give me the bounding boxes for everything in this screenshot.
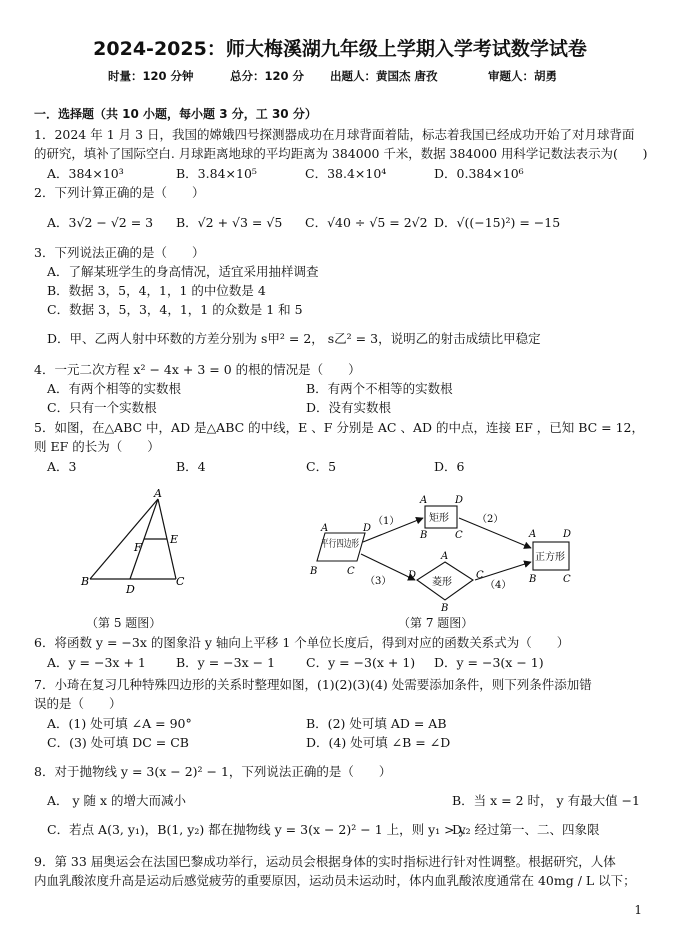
- fig7-rhombus-b: B: [441, 603, 449, 614]
- q5-stem-line2: 则 EF 的长为（ ）: [34, 439, 160, 454]
- fig7-rhombus-d: D: [408, 570, 417, 581]
- fig7-rect-a: A: [420, 495, 428, 506]
- figure-5-triangle: [80, 487, 200, 597]
- fig7-para-d: D: [363, 523, 372, 534]
- q2-option-b: B．√2 + √3 = √5: [176, 215, 283, 230]
- fig7-arrow-label-3: （3）: [365, 576, 392, 587]
- q4-stem: 4．一元二次方程 x² − 4x + 3 = 0 的根的情况是（ ）: [34, 362, 361, 377]
- q3-option-d: D．甲、乙两人射中环数的方差分别为 s甲² = 2， s乙² = 3，说明乙的射击成绩比甲稳定: [47, 331, 541, 346]
- q3-option-b: B．数据 3，5，4，1，1 的中位数是 4: [47, 283, 266, 298]
- q4-option-d: D．没有实数根: [306, 400, 392, 415]
- q3-option-c: C．数据 3，5，3，4，1，1 的众数是 1 和 5: [47, 302, 303, 317]
- fig5-label-a: A: [154, 487, 162, 500]
- q8-option-b: B．当 x = 2 时， y 有最大值 −1: [452, 793, 640, 808]
- q1-option-a: A．384×10³: [47, 166, 124, 181]
- q2-option-d: D．√((−15)²) = −15: [434, 215, 561, 230]
- section-heading: 一．选择题（共 10 小题，每小题 3 分，工 30 分）: [34, 107, 317, 121]
- q7-stem-line2: 误的是（ ）: [34, 696, 122, 711]
- q5-option-a: A．3: [47, 459, 77, 474]
- q4-option-a: A．有两个相等的实数根: [47, 381, 182, 396]
- page-number: 1: [634, 903, 642, 917]
- q5-option-b: B．4: [176, 459, 206, 474]
- fig7-para-a: A: [321, 523, 329, 534]
- figure-7-diagram: [305, 490, 585, 615]
- fig7-rect-c: C: [455, 530, 463, 541]
- fig7-square-d: D: [563, 529, 572, 540]
- fig7-node-square: 正方形: [535, 552, 565, 563]
- q1-stem-line1: 1．2024 年 1 月 3 日，我国的嫦娥四号探测器成功在月球背面着陆，标志着我国已经成功开始了对月球背面: [34, 127, 635, 142]
- q9-stem-line1: 9．第 33 届奥运会在法国巴黎成功举行，运动员会根据身体的实时指标进行针对性调整。根据研究，人体: [34, 854, 616, 869]
- q8-option-c: C．若点 A(3, y₁)，B(1, y₂) 都在抛物线 y = 3(x − 2)² − 1 上，则 y₁ > y₂: [47, 822, 471, 837]
- fig5-label-b: B: [81, 575, 90, 588]
- q5-stem-line1: 5．如图，在△ABC 中，AD 是△ABC 的中线，E 、F 分别是 AC 、AD 的中点，连接 EF ，已知 BC = 12，: [34, 420, 644, 435]
- q9-stem-line2: 内血乳酸浓度升高是运动后感觉疲劳的重要原因，运动员未运动时，体内血乳酸浓度通常在 40mg / L 以下；: [34, 873, 636, 888]
- q7-option-c: C．(3) 处可填 DC = CB: [47, 735, 189, 750]
- page-title: 2024-2025：师大梅溪湖九年级上学期入学考试数学试卷: [93, 38, 587, 60]
- fig7-node-rhombus: 菱形: [432, 577, 452, 588]
- fig7-node-parallelogram: 平行四边形: [321, 539, 371, 550]
- q2-stem: 2．下列计算正确的是（ ）: [34, 185, 205, 200]
- fig7-arrow-label-1: （1）: [373, 516, 400, 527]
- exam-author: 出题人：黄国杰 唐孜: [330, 69, 438, 83]
- exam-time: 时量：120 分钟: [108, 69, 194, 83]
- q6-option-a: A．y = −3x + 1: [47, 655, 146, 670]
- fig5-label-e: E: [170, 533, 179, 546]
- q1-option-b: B．3.84×10⁵: [176, 166, 257, 181]
- fig7-node-rectangle: 矩形: [429, 513, 449, 524]
- q2-option-a: A．3√2 − √2 = 3: [47, 215, 154, 230]
- q6-option-c: C．y = −3(x + 1): [306, 655, 416, 670]
- fig7-square-a: A: [529, 529, 537, 540]
- q7-stem-line1: 7．小琦在复习几种特殊四边形的关系时整理如图，(1)(2)(3)(4) 处需要添加条件，则下列条件添加错: [34, 677, 592, 692]
- q1-stem-line2: 的研究，填补了国际空白. 月球距离地球的平均距离为 384000 千米，数据 384000 用科学记数法表示为( ): [34, 146, 648, 161]
- fig5-label-f: F: [134, 541, 142, 554]
- fig7-rect-d: D: [455, 495, 464, 506]
- q4-option-b: B．有两个不相等的实数根: [306, 381, 453, 396]
- fig7-para-c: C: [347, 566, 355, 577]
- q8-option-a: A． y 随 x 的增大而减小: [47, 793, 187, 808]
- fig7-arrow-label-2: （2）: [477, 514, 504, 525]
- fig7-rhombus-a: A: [441, 551, 449, 562]
- exam-total-score: 总分：120 分: [230, 69, 305, 83]
- fig5-label-d: D: [126, 583, 135, 596]
- q7-option-b: B．(2) 处可填 AD = AB: [306, 716, 447, 731]
- q8-stem: 8．对于抛物线 y = 3(x − 2)² − 1，下列说法正确的是（ ）: [34, 764, 392, 779]
- fig7-para-b: B: [310, 566, 318, 577]
- q6-option-b: B．y = −3x − 1: [176, 655, 276, 670]
- q3-option-a: A．了解某班学生的身高情况，适宜采用抽样调查: [47, 264, 319, 279]
- q6-stem: 6．将函数 y = −3x 的图象沿 y 轴向上平移 1 个单位长度后，得到对应的函数关系式为（ ）: [34, 635, 570, 650]
- exam-reviewer: 审题人：胡勇: [488, 69, 557, 83]
- fig7-arrow-label-4: （4）: [485, 580, 512, 591]
- q8-option-d: D．经过第一、二、四象限: [452, 822, 600, 837]
- q1-option-d: D．0.384×10⁶: [434, 166, 524, 181]
- figure-5-caption: （第 5 题图）: [86, 616, 162, 630]
- q2-option-c: C．√40 ÷ √5 = 2√2: [305, 215, 428, 230]
- q4-option-c: C．只有一个实数根: [47, 400, 157, 415]
- figure-7-caption: （第 7 题图）: [398, 616, 474, 630]
- q7-option-d: D．(4) 处可填 ∠B = ∠D: [306, 735, 451, 750]
- fig7-rect-b: B: [420, 530, 428, 541]
- fig7-square-c: C: [563, 574, 571, 585]
- q5-option-c: C．5: [306, 459, 337, 474]
- q1-option-c: C．38.4×10⁴: [305, 166, 387, 181]
- fig7-square-b: B: [529, 574, 537, 585]
- fig7-rhombus-c: C: [476, 570, 484, 581]
- q7-option-a: A．(1) 处可填 ∠A = 90°: [47, 716, 192, 731]
- fig5-label-c: C: [176, 575, 185, 588]
- q6-option-d: D．y = −3(x − 1): [434, 655, 544, 670]
- q5-option-d: D．6: [434, 459, 465, 474]
- q3-stem: 3．下列说法正确的是（ ）: [34, 245, 205, 260]
